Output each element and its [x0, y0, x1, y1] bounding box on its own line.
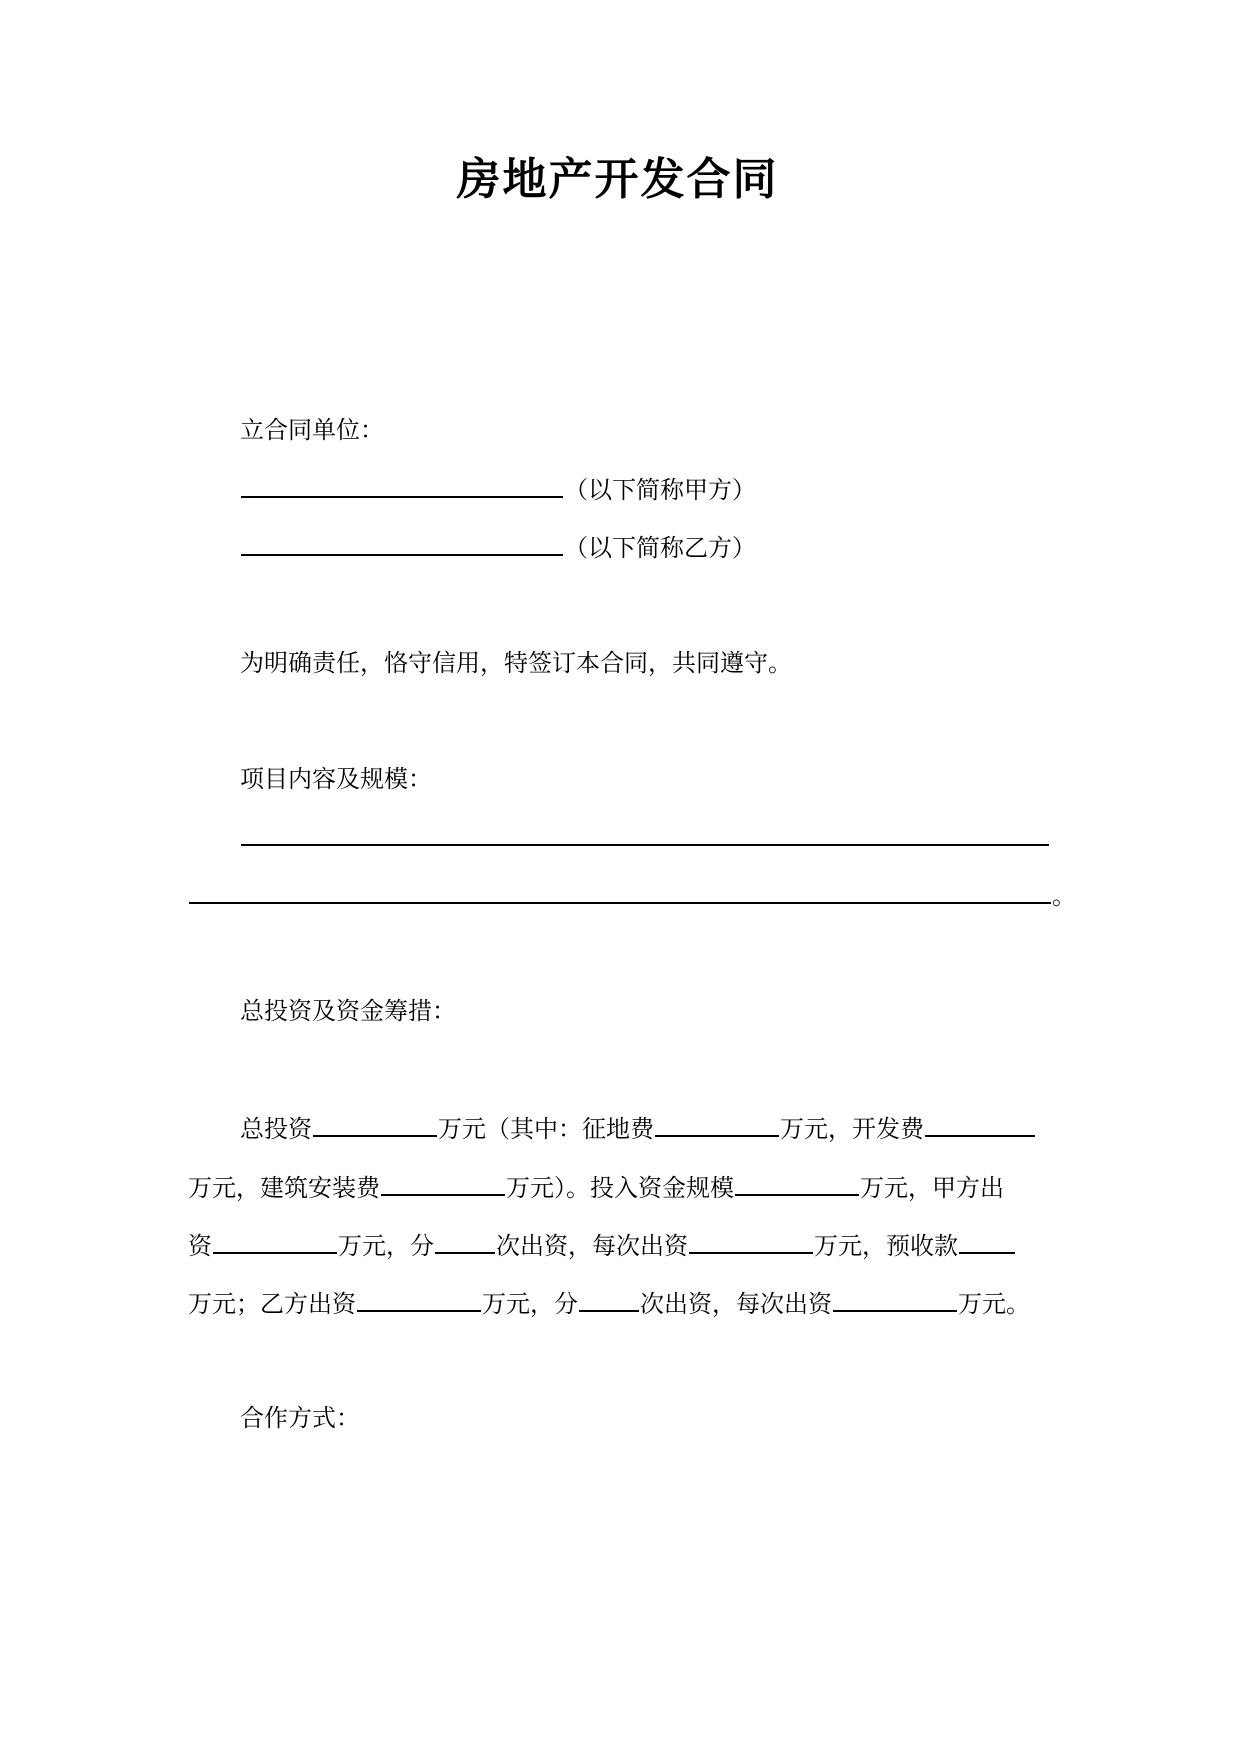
- investment-text-12: 万元，分: [482, 1290, 578, 1318]
- investment-text-14: 万元。: [958, 1290, 1030, 1318]
- investment-text-3: 万元，开发费: [780, 1115, 924, 1143]
- investment-text-4: 万元，建筑安装费: [188, 1174, 380, 1202]
- project-end-mark: 。: [1052, 882, 1076, 910]
- project-line-1: [240, 818, 1048, 856]
- capital-scale-blank[interactable]: [735, 1168, 859, 1196]
- project-line-2: [188, 876, 1076, 914]
- party-a-each-installment-blank[interactable]: [689, 1226, 813, 1254]
- investment-text-13: 次出资，每次出资: [640, 1290, 832, 1318]
- land-fee-blank[interactable]: [655, 1109, 779, 1137]
- party-b-line: [240, 528, 1048, 566]
- project-blank-2[interactable]: [189, 876, 1051, 904]
- investment-line-4: [188, 1284, 1048, 1322]
- party-a-blank[interactable]: [241, 470, 563, 498]
- investment-line-2: [188, 1168, 1048, 1206]
- parties-label: 立合同单位：: [240, 416, 384, 444]
- party-b-blank[interactable]: [241, 528, 563, 556]
- investment-text-10: 万元，预收款: [814, 1232, 958, 1260]
- investment-text-1: 总投资: [240, 1115, 312, 1143]
- investment-text-2: 万元（其中：征地费: [438, 1115, 654, 1143]
- party-a-suffix: （以下简称甲方）: [564, 476, 756, 504]
- project-blank-1[interactable]: [241, 818, 1049, 846]
- investment-line-3: [188, 1226, 1048, 1264]
- cooperation-label: 合作方式：: [240, 1404, 360, 1432]
- investment-text-5: 万元）。投入资金规模: [506, 1174, 734, 1202]
- investment-text-8: 万元，分: [338, 1232, 434, 1260]
- party-a-contribution-blank[interactable]: [213, 1226, 337, 1254]
- party-b-suffix: （以下简称乙方）: [564, 534, 756, 562]
- party-b-contribution-blank[interactable]: [357, 1284, 481, 1312]
- document-title: 房地产开发合同: [456, 154, 779, 205]
- party-b-each-installment-blank[interactable]: [833, 1284, 957, 1312]
- party-b-installments-blank[interactable]: [579, 1284, 639, 1312]
- construction-fee-blank[interactable]: [381, 1168, 505, 1196]
- advance-payment-blank[interactable]: [959, 1226, 1015, 1254]
- investment-text-6: 万元，甲方出: [860, 1174, 1004, 1202]
- investment-line-1: [240, 1109, 1048, 1147]
- party-a-installments-blank[interactable]: [435, 1226, 495, 1254]
- investment-text-9: 次出资，每次出资: [496, 1232, 688, 1260]
- total-investment-blank[interactable]: [313, 1109, 437, 1137]
- investment-text-7: 资: [188, 1232, 212, 1260]
- party-a-line: [240, 470, 1048, 508]
- project-label: 项目内容及规模：: [240, 765, 432, 793]
- intro-paragraph: 为明确责任，恪守信用，特签订本合同，共同遵守。: [240, 649, 792, 677]
- development-fee-blank[interactable]: [925, 1109, 1035, 1137]
- investment-text-11: 万元；乙方出资: [188, 1290, 356, 1318]
- investment-label: 总投资及资金筹措：: [240, 997, 456, 1025]
